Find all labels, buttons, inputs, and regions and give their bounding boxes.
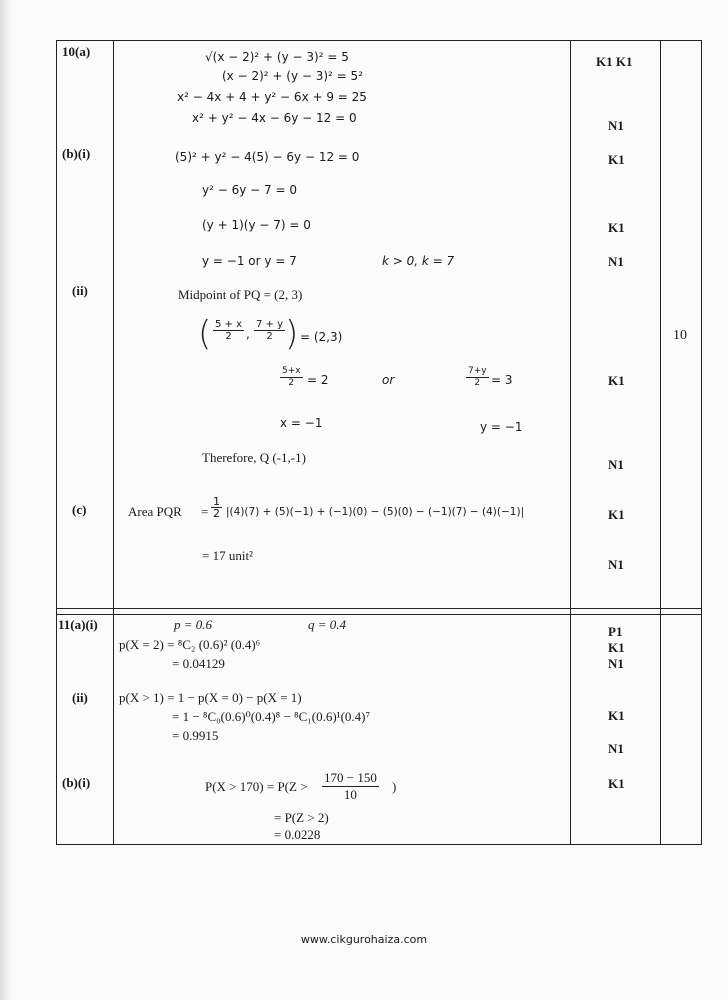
q10ii-therefore: Therefore, Q (-1,-1) xyxy=(202,450,306,465)
q10ii-label: (ii) xyxy=(72,283,88,298)
q10bi-line-3: (y + 1)(y − 7) = 0 xyxy=(202,218,311,232)
q11-p: p = 0.6 xyxy=(174,617,213,632)
q11-mark-2: K1 xyxy=(608,640,625,655)
q11bi-line-1: = P(Z > 2) xyxy=(274,810,329,825)
frac-numerator: 1 xyxy=(213,495,220,508)
table-top-border xyxy=(56,40,702,41)
q10ii-midpoint: Midpoint of PQ = (2, 3) xyxy=(178,287,303,302)
q11ai-line-2: = 0.04129 xyxy=(172,656,225,671)
table-row-separator xyxy=(56,608,702,609)
q10bi-line-2: y² − 6y − 7 = 0 xyxy=(202,183,297,197)
table-right-border xyxy=(701,40,702,845)
frac-numerator: 170 − 150 xyxy=(324,770,377,785)
q10a-line-1: √(x − 2)² + (y − 3)² = 5 xyxy=(205,50,349,64)
q10-mark-4: K1 xyxy=(608,220,625,235)
q10ii-sub1-frac xyxy=(280,366,303,389)
q10c-expression: |(4)(7) + (5)(−1) + (−1)(0) − (5)(0) − (−1)(7) − (4)(−1)| xyxy=(226,506,525,518)
frac-numerator: 7+y xyxy=(468,366,487,376)
q11bi-label: (b)(i) xyxy=(62,775,91,790)
q10ii-sub1-rhs: = 2 xyxy=(307,373,329,387)
q11ai-label: 11(a)(i) xyxy=(58,617,98,632)
q10-mark-6: K1 xyxy=(608,373,625,388)
total-column-divider xyxy=(660,40,661,845)
scan-edge xyxy=(0,0,14,1000)
right-paren: ) xyxy=(285,314,299,354)
q11bi-frac xyxy=(322,770,379,803)
q11ai-line-1: p(X = 2) = ⁸C₂ (0.6)² (0.4)⁶ xyxy=(119,637,261,652)
footer-website: www.cikgurohaiza.com xyxy=(300,933,428,946)
table-left-border xyxy=(56,40,57,845)
q10bi-label: (b)(i) xyxy=(62,146,91,161)
q10-mark-9: N1 xyxy=(608,557,624,572)
q11ii-line-2: = 1 − ⁸C₀(0.6)⁰(0.4)⁸ − ⁸C₁(0.6)¹(0.4)⁷ xyxy=(172,709,371,724)
q10c-label: (c) xyxy=(72,502,87,517)
q11-mark-4: K1 xyxy=(608,708,625,723)
q10a-line-4: x² + y² − 4x − 6y − 12 = 0 xyxy=(192,111,357,125)
q10bi-line-4: y = −1 or y = 7 xyxy=(202,254,297,268)
frac-denominator: 10 xyxy=(343,787,357,802)
q10bi-line-1: (5)² + y² − 4(5) − 6y − 12 = 0 xyxy=(175,150,360,164)
frac-numerator: 5+x xyxy=(282,366,301,376)
q10-mark-5: N1 xyxy=(608,254,624,269)
q11-mark-1: P1 xyxy=(608,624,623,639)
q10ii-or: or xyxy=(382,373,395,387)
q10-total-marks: 10 xyxy=(673,328,687,343)
q10ii-sub2-rhs: = 3 xyxy=(491,373,513,387)
q10c-equals: = xyxy=(201,504,209,519)
q10ii-eq-rhs: = (2,3) xyxy=(300,330,343,344)
q10a-label: 10(a) xyxy=(62,44,91,59)
q10-mark-1: K1 K1 xyxy=(596,54,633,69)
frac-numerator: 7 + y xyxy=(256,319,284,330)
q10c-area-label: Area PQR xyxy=(128,504,182,519)
q10ii-frac-x xyxy=(213,319,244,342)
q11ii-line-1: p(X > 1) = 1 − p(X = 0) − p(X = 1) xyxy=(119,690,302,705)
q11-mark-5: N1 xyxy=(608,741,624,756)
q11bi-lhs: P(X > 170) = P(Z > xyxy=(205,779,308,794)
q10ii-sub2-frac xyxy=(466,366,489,389)
q11-mark-3: N1 xyxy=(608,656,624,671)
q10c-half xyxy=(211,496,222,519)
frac-denominator: 2 xyxy=(225,331,232,342)
q10ii-x: x = −1 xyxy=(280,416,323,430)
comma: , xyxy=(246,327,250,341)
label-column-divider xyxy=(113,40,114,845)
frac-denominator: 2 xyxy=(288,378,295,388)
left-paren: ( xyxy=(198,314,212,354)
q11-q: q = 0.4 xyxy=(308,617,347,632)
q11ii-line-3: = 0.9915 xyxy=(172,728,219,743)
marks-column-divider xyxy=(570,40,571,845)
q11bi-close-paren: ) xyxy=(392,779,397,794)
q11-mark-6: K1 xyxy=(608,776,625,791)
frac-denominator: 2 xyxy=(213,507,220,520)
q10a-line-3: x² − 4x + 4 + y² − 6x + 9 = 25 xyxy=(177,90,367,104)
q11bi-line-2: = 0.0228 xyxy=(274,827,321,842)
q10bi-condition: k > 0, k = 7 xyxy=(382,254,455,268)
frac-denominator: 2 xyxy=(266,331,273,342)
q10a-line-2: (x − 2)² + (y − 3)² = 5² xyxy=(222,69,363,83)
q10-mark-3: K1 xyxy=(608,152,625,167)
q10-mark-7: N1 xyxy=(608,457,624,472)
q10-mark-8: K1 xyxy=(608,507,625,522)
table-row-separator-2 xyxy=(56,614,702,615)
q10-mark-2: N1 xyxy=(608,118,624,133)
q10ii-frac-y xyxy=(254,319,285,342)
frac-numerator: 5 + x xyxy=(215,319,243,330)
q10ii-y: y = −1 xyxy=(480,420,523,434)
q11ii-label: (ii) xyxy=(72,690,88,705)
table-bottom-border xyxy=(56,844,702,845)
q10c-result: = 17 unit² xyxy=(202,548,253,563)
frac-denominator: 2 xyxy=(474,378,481,388)
